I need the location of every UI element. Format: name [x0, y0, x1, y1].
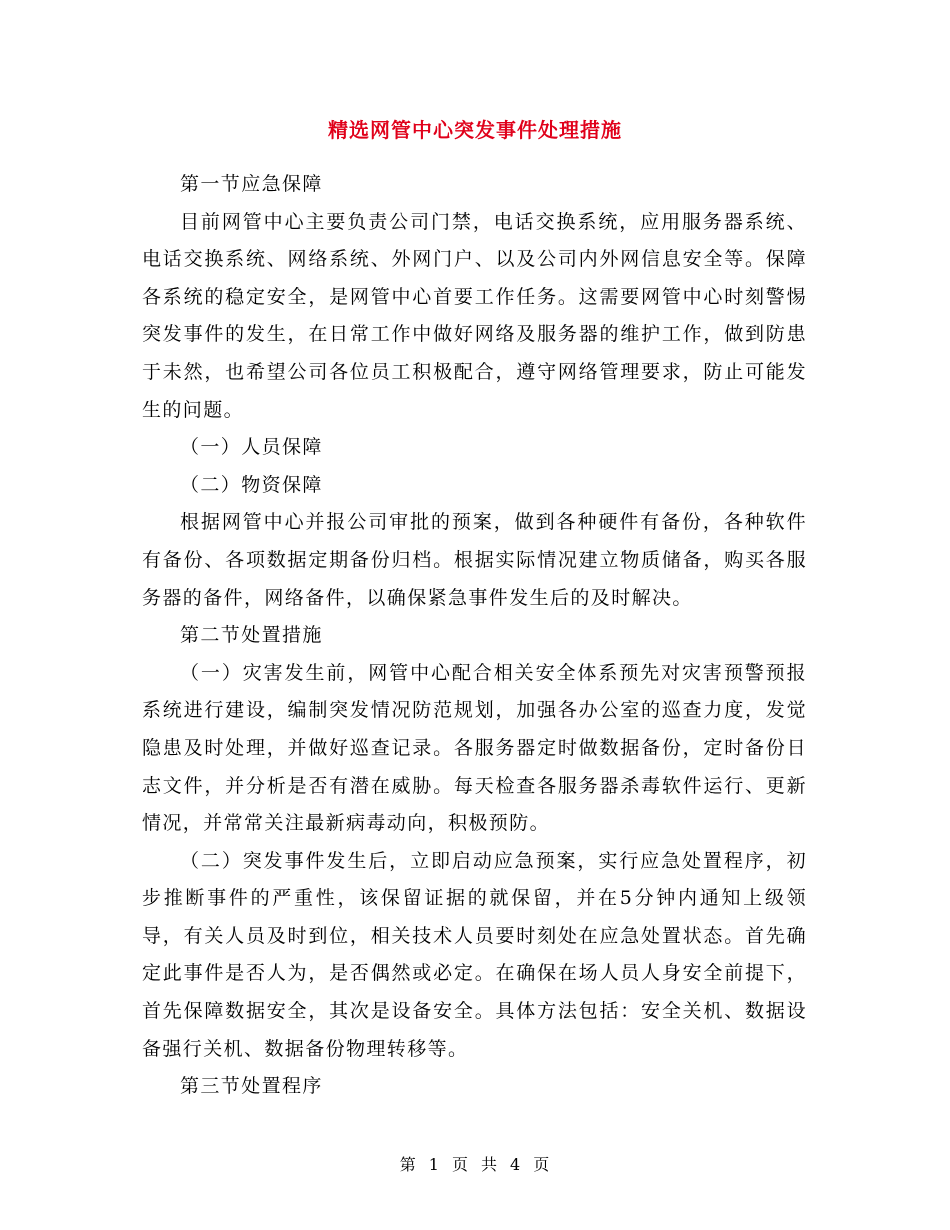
subheading-personnel: （一）人员保障: [180, 436, 323, 459]
document-body: [142, 166, 807, 1106]
section-heading-1: 第一节应急保障: [180, 173, 323, 195]
section-heading-3: 第三节处置程序: [180, 1075, 323, 1098]
footer-label-di: 第: [399, 1155, 417, 1174]
paragraph-before-disaster: （一）灾害发生前，网管中心配合相关安全体系预先对灾害预警预报系统进行建设，编制突发情况防范规划，加强各办公室的巡查力度，发觉隐患及时处理，并做好巡查记录。各服务器定时做数据备份，定时备份日志文件，并分析是否有潜在威胁。每天检查各服务器杀毒软件运行、更新情况，并常常关注最新病毒动向，积极预防。: [142, 661, 807, 835]
paragraph-materials: 根据网管中心并报公司审批的预案，做到各种硬件有备份，各种软件有备份、各项数据定期备份归档。根据实际情况建立物质储备，购买各服务器的备件，网络备件，以确保紧急事件发生后的及时解决。: [142, 511, 807, 609]
paragraph-after-incident: （二）突发事件发生后，立即启动应急预案，实行应急处置程序，初步推断事件的严重性，该保留证据的就保留，并在5分钟内通知上级领导，有关人员及时到位，相关技术人员要时刻处在应急处置状态。首先确定此事件是否人为，是否偶然或必定。在确保在场人员人身安全前提下，首先保障数据安全，其次是设备安全。具体方法包括：安全关机、数据设备强行关机、数据备份物理转移等。: [142, 849, 807, 1060]
footer-label-ye: 页: [451, 1155, 469, 1174]
page-footer: [0, 1150, 950, 1180]
footer-label-gong: 共: [481, 1155, 499, 1174]
subheading-materials: （二）物资保障: [180, 473, 323, 496]
page-number: 1: [428, 1155, 440, 1174]
footer-label-ye2: 页: [533, 1155, 551, 1174]
document-title: 精选网管中心突发事件处理措施: [328, 118, 622, 142]
total-pages: 4: [510, 1155, 522, 1174]
section-heading-2: 第二节处置措施: [180, 624, 323, 647]
paragraph-intro: 目前网管中心主要负责公司门禁，电话交换系统，应用服务器系统、电话交换系统、网络系统、外网门户、以及公司内外网信息安全等。保障各系统的稳定安全，是网管中心首要工作任务。这需要网管中心时刻警惕突发事件的发生，在日常工作中做好网络及服务器的维护工作，做到防患于未然，也希望公司各位员工积极配合，遵守网络管理要求，防止可能发生的问题。: [142, 210, 807, 421]
